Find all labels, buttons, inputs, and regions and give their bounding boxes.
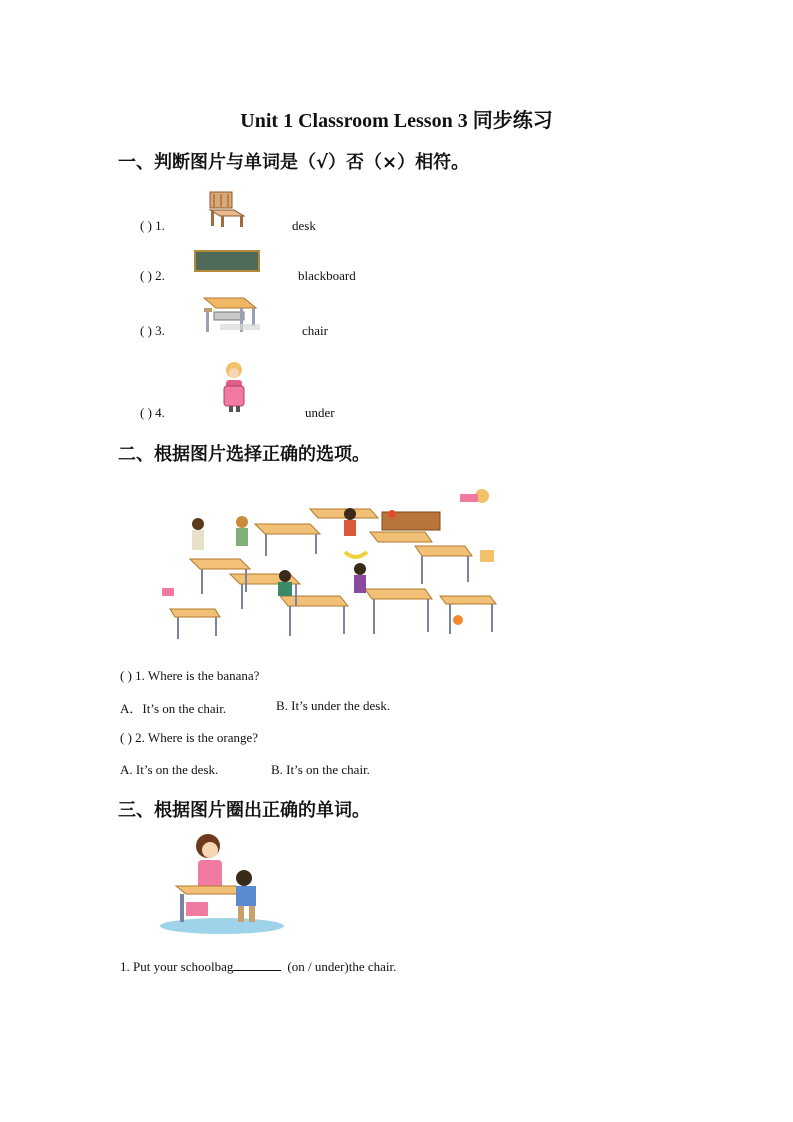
part2-question2-option-b: B. It’s on the chair. bbox=[271, 762, 370, 777]
part1-item4-word: under bbox=[305, 405, 335, 420]
part1-item2-word: blackboard bbox=[298, 268, 356, 283]
girl-with-bag-picture bbox=[218, 360, 250, 412]
part1-item3-bracket: ( ) 3. bbox=[140, 323, 165, 338]
part3-sentence bbox=[120, 958, 396, 975]
part1-item3-word: chair bbox=[302, 323, 328, 338]
part3-sentence-end: (on / under)the chair. bbox=[287, 959, 397, 974]
teacher-and-boy-picture bbox=[156, 830, 288, 934]
part1-item1-bracket: ( ) 1. bbox=[140, 218, 165, 233]
part1-item1-word: desk bbox=[292, 218, 316, 233]
part1-heading: 一、判断图片与单词是（√）否（×）相符。 bbox=[118, 152, 470, 173]
part3-heading: 三、根据图片圈出正确的单词。 bbox=[118, 800, 370, 821]
answer-blank[interactable] bbox=[233, 958, 281, 971]
part2-question1-option-b: B. It’s under the desk. bbox=[276, 698, 391, 713]
chair-picture bbox=[204, 190, 248, 228]
page-title: Unit 1 Classroom Lesson 3 同步练习 bbox=[240, 110, 553, 132]
part2-heading: 二、根据图片选择正确的选项。 bbox=[118, 444, 370, 465]
classroom-scene-picture bbox=[160, 484, 520, 644]
part2-question2: ( ) 2. Where is the orange? bbox=[120, 730, 259, 745]
blackboard-picture bbox=[194, 250, 260, 272]
part3-sentence-start: 1. Put your schoolbag bbox=[120, 959, 234, 974]
part1-item4-bracket: ( ) 4. bbox=[140, 405, 165, 420]
desk-picture bbox=[200, 294, 260, 334]
part1-item2-bracket: ( ) 2. bbox=[140, 268, 165, 283]
part2-question1-option-a: A．It’s on the chair. bbox=[120, 701, 227, 716]
part2-question1: ( ) 1. Where is the banana? bbox=[120, 668, 260, 683]
part2-question2-option-a: A. It’s on the desk. bbox=[120, 762, 219, 777]
